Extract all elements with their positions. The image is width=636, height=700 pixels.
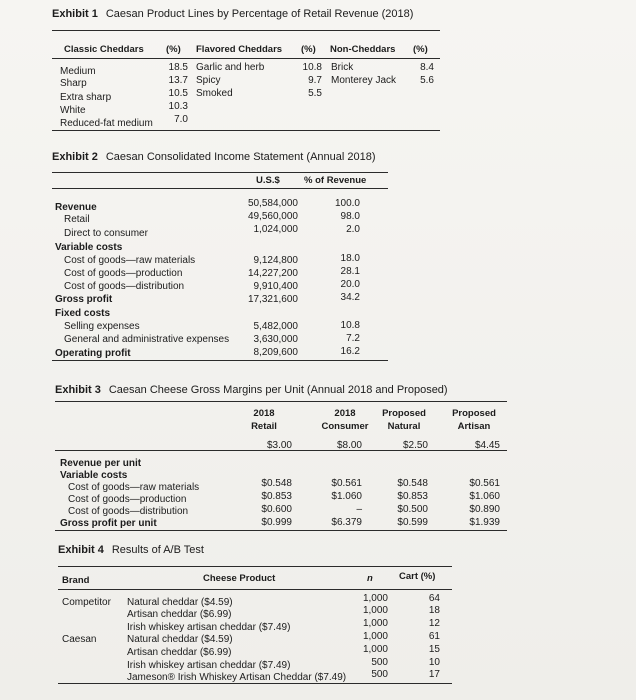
classic-pct: 7.0 [174,114,188,125]
flavored-pct: 5.5 [308,88,322,99]
exhibit3-top-rule [55,401,507,402]
exhibit1-title-text: Caesan Product Lines by Percentage of Retail Revenue (2018) [105,8,414,20]
income-row-label: Cost of goods—production [64,268,183,279]
income-row-pct: 98.0 [340,211,360,222]
margin-row-label: Gross profit per unit [60,518,157,529]
income-row-label: Fixed costs [55,308,111,319]
income-row-pct: 28.1 [340,266,360,277]
exhibit3-col-l1: 2018 [253,408,275,419]
income-row-label: Direct to consumer [64,228,148,239]
exhibit4-header-brand: Brand [62,575,90,586]
exhibit2-bottom-rule [52,360,388,361]
ab-cart: 10 [428,657,440,668]
exhibit1-title [52,8,413,20]
ab-n: 1,000 [362,593,388,604]
classic-name: Medium [60,66,96,77]
exhibit4-header-product: Cheese Product [203,573,276,584]
income-row-pct: 34.2 [340,292,360,303]
margin-cell: $4.45 [474,440,500,451]
income-row-label: Variable costs [55,242,123,253]
exhibit1-header-pct3: (%) [413,44,428,55]
income-row-label: Retail [64,214,90,225]
exhibit2-top-rule [52,172,388,173]
margin-cell: $3.00 [266,440,292,451]
margin-cell: $0.999 [261,517,292,528]
exhibit3-bottom-rule [55,530,507,531]
income-row-usd: 5,482,000 [253,321,298,332]
income-row-usd: 1,024,000 [253,224,298,235]
classic-pct: 13.7 [168,75,188,86]
exhibit1-bottom-rule [52,130,440,131]
margin-cell: $8.00 [336,440,362,451]
ab-n: 1,000 [362,631,388,642]
noncheddar-name: Monterey Jack [331,75,397,86]
margin-cell: $0.853 [397,491,428,502]
exhibit1-header-noncheddar: Non-Cheddars [330,44,396,55]
exhibit4-header-n: n [367,573,373,584]
exhibit2-title-text: Caesan Consolidated Income Statement (Annual 2018) [105,151,376,163]
noncheddar-pct: 5.6 [420,75,434,86]
margin-cell: $0.500 [397,504,428,515]
margin-row-label: Variable costs [60,470,128,481]
ab-n: 1,000 [362,618,388,629]
exhibit4-top-rule [58,566,452,567]
classic-name: Reduced-fat medium [60,118,153,129]
classic-pct: 10.3 [168,101,188,112]
ab-n: 1,000 [362,644,388,655]
ab-product: Natural cheddar ($4.59) [127,597,233,608]
flavored-pct: 10.8 [302,62,322,73]
margin-cell: $1.939 [469,517,500,528]
income-row-usd: 9,910,400 [253,281,298,292]
exhibit2-header-pct: % of Revenue [304,175,367,186]
exhibit1-top-rule [52,30,440,31]
income-row-pct: 16.2 [340,346,360,357]
classic-name: White [60,105,86,116]
exhibit4-bottom-rule [58,683,452,684]
exhibit3-col-l2: Natural [387,421,421,432]
margin-cell: $0.599 [397,517,428,528]
margin-cell: $0.561 [469,478,500,489]
ab-product: Irish whiskey artisan cheddar ($7.49) [127,622,291,633]
exhibit3-col-l1: Proposed [452,408,496,419]
income-row-label: Operating profit [55,348,131,359]
flavored-name: Smoked [196,88,233,99]
income-row-label: Selling expenses [64,321,140,332]
income-row-pct: 20.0 [340,279,360,290]
exhibit3-col-l1: 2018 [334,408,356,419]
ab-brand: Caesan [62,634,97,645]
margin-row-label: Cost of goods—production [68,494,187,505]
ab-product: Artisan cheddar ($6.99) [127,609,232,620]
income-row-label: Revenue [55,202,97,213]
income-row-label: Cost of goods—distribution [64,281,185,292]
ab-product: Natural cheddar ($4.59) [127,634,233,645]
flavored-pct: 9.7 [308,75,322,86]
margin-row-label: Revenue per unit [60,458,142,469]
exhibit2-header-usd: U.S.$ [256,175,280,186]
exhibit4-title [58,544,204,556]
exhibit1-header-rule [52,58,440,59]
exhibit3-col-l2: Retail [251,421,277,432]
income-row-pct: 2.0 [346,224,360,235]
ab-n: 1,000 [362,605,388,616]
income-row-pct: 7.2 [346,333,360,344]
flavored-name: Spicy [196,75,221,86]
income-row-usd: 17,321,600 [247,294,298,305]
margin-cell: $0.890 [469,504,500,515]
ab-cart: 64 [428,593,440,604]
ab-cart: 12 [428,618,440,629]
income-row-usd: 8,209,600 [253,347,298,358]
income-row-label: Gross profit [55,294,113,305]
ab-product: Artisan cheddar ($6.99) [127,647,232,658]
ab-cart: 17 [428,669,440,680]
classic-pct: 10.5 [168,88,188,99]
income-row-usd: 14,227,200 [247,268,298,279]
margin-cell: $0.548 [261,478,292,489]
margin-cell: $0.600 [261,504,292,515]
exhibit1-header-pct1: (%) [166,44,181,55]
income-row-pct: 10.8 [340,320,360,331]
exhibit3-title-text: Caesan Cheese Gross Margins per Unit (Annual 2018 and Proposed) [108,384,448,396]
ab-cart: 18 [428,605,440,616]
classic-pct: 18.5 [168,62,188,73]
margin-cell: $0.548 [397,478,428,489]
classic-name: Extra sharp [60,92,112,103]
exhibit2-title [52,151,376,163]
income-row-label: General and administrative expenses [64,334,230,345]
exhibit1-label: Exhibit 1 [52,8,98,20]
margin-cell: $1.060 [469,491,500,502]
margin-cell: – [356,504,362,515]
ab-product: Jameson® Irish Whiskey Artisan Cheddar ($7.49) [127,672,347,683]
income-row-usd: 50,584,000 [247,198,298,209]
exhibit3-label: Exhibit 3 [55,384,101,396]
income-row-pct: 100.0 [334,198,360,209]
noncheddar-name: Brick [331,62,354,73]
income-row-usd: 49,560,000 [247,211,298,222]
exhibit4-title-text: Results of A/B Test [111,544,204,556]
exhibit4-header-cart: Cart (%) [399,571,436,582]
exhibit4-header-rule [58,589,452,590]
ab-product: Irish whiskey artisan cheddar ($7.49) [127,660,291,671]
margin-row-label: Cost of goods—distribution [68,506,189,517]
exhibit1-header-classic: Classic Cheddars [64,44,144,55]
exhibit3-col-l1: Proposed [382,408,426,419]
exhibit2-header-rule [52,188,388,189]
margin-cell: $1.060 [331,491,362,502]
exhibit1-header-flavored: Flavored Cheddars [196,44,283,55]
exhibit2-label: Exhibit 2 [52,151,98,163]
income-row-pct: 18.0 [340,253,360,264]
ab-n: 500 [371,669,388,680]
income-row-usd: 3,630,000 [253,334,298,345]
exhibit3-title [55,384,448,396]
noncheddar-pct: 8.4 [420,62,434,73]
margin-cell: $0.853 [261,491,292,502]
ab-cart: 15 [428,644,440,655]
margin-cell: $6.379 [331,517,362,528]
income-row-usd: 9,124,800 [253,255,298,266]
margin-row-label: Cost of goods—raw materials [68,482,200,493]
margin-cell: $0.561 [331,478,362,489]
exhibit1-header-pct2: (%) [301,44,316,55]
income-row-label: Cost of goods—raw materials [64,255,196,266]
exhibit3-col-l2: Artisan [457,421,491,432]
flavored-name: Garlic and herb [196,62,265,73]
ab-n: 500 [371,657,388,668]
exhibit4-label: Exhibit 4 [58,544,104,556]
ab-cart: 61 [428,631,440,642]
classic-name: Sharp [60,78,87,89]
exhibit3-col-l2: Consumer [321,421,369,432]
margin-cell: $2.50 [402,440,428,451]
ab-brand: Competitor [62,597,111,608]
